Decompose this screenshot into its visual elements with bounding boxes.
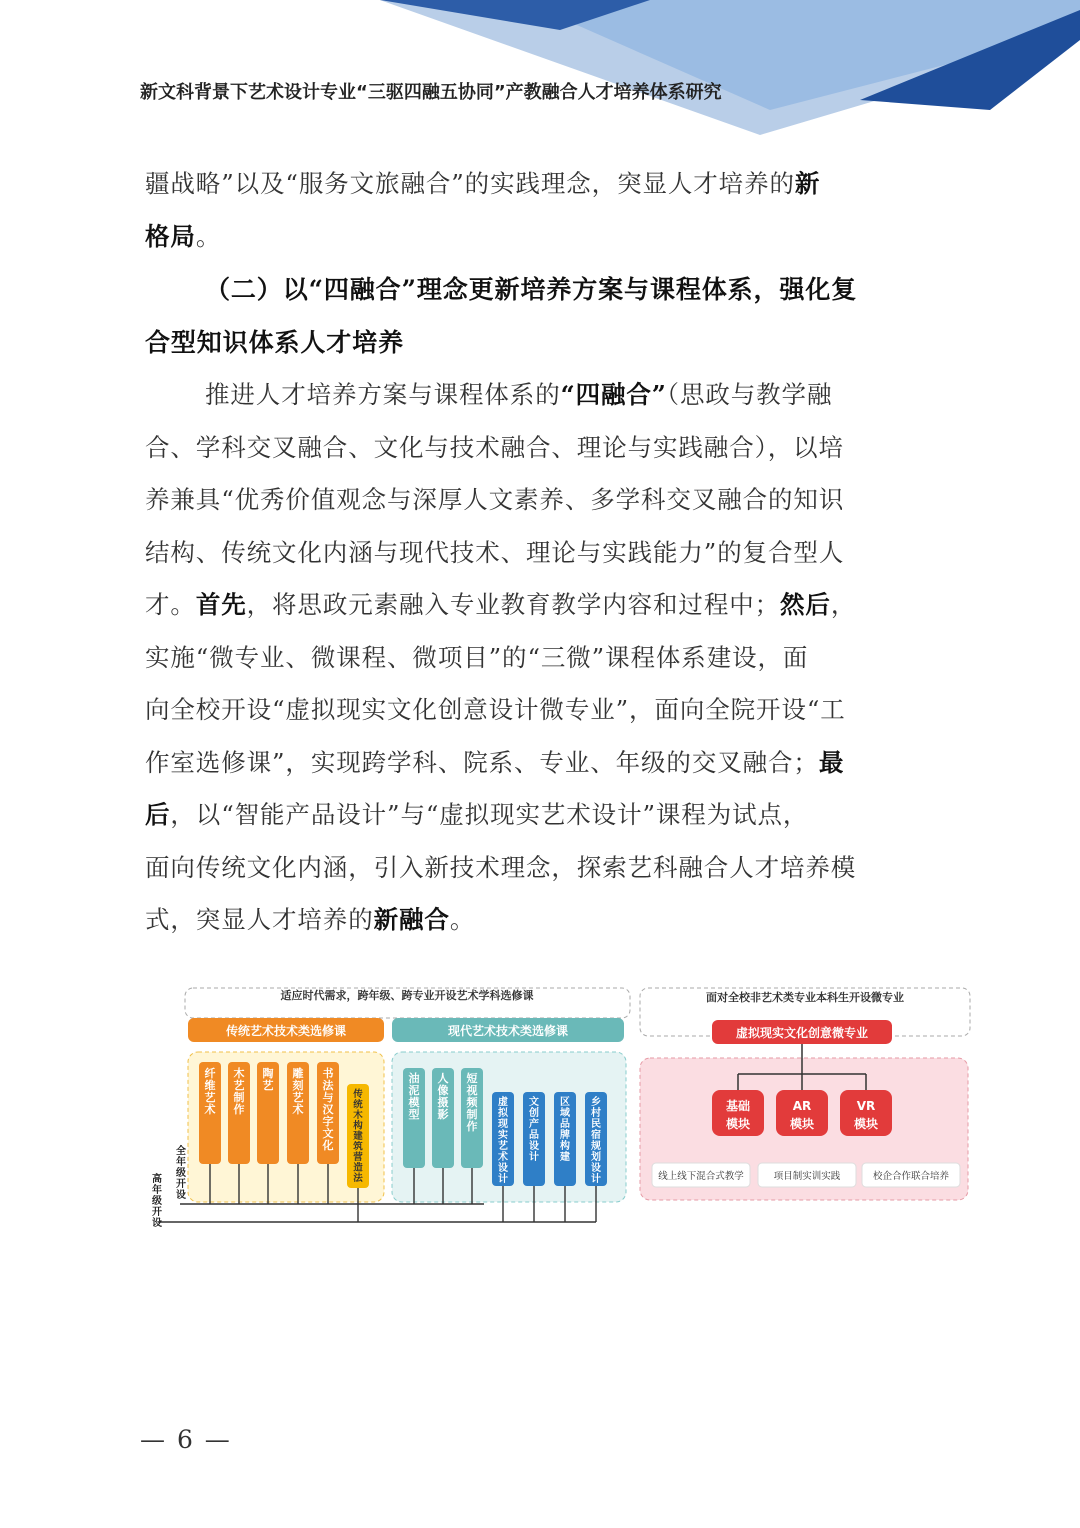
text-line: 疆战略”以及“服务文旅融合”的实践理念，突显人才培养的新: [145, 169, 821, 198]
course-label: 传统木构建筑营造法: [353, 1089, 363, 1184]
text-line: 作室选修课”，实现跨学科、院系、专业、年级的交叉融合；最: [145, 747, 845, 777]
senior-grades-label: [152, 1172, 162, 1229]
svg-text:全年级开设: 全年级开设: [176, 1146, 186, 1201]
section-heading: （二）以“四融合”理念更新培养方案与课程体系，强化复 合型知识体系人才培养: [145, 275, 858, 357]
practices: [652, 1163, 960, 1187]
course-label: 雕刻艺术: [292, 1067, 304, 1116]
text-line: 式，突显人才培养的新融合。: [145, 905, 476, 934]
course-label: 短视频制作: [466, 1072, 478, 1133]
svg-text:高年级开设: 高年级开设: [152, 1174, 162, 1229]
page-number: — 6 —: [140, 1425, 232, 1454]
module-label: 模块: [853, 1117, 879, 1131]
module-label: AR: [792, 1099, 812, 1113]
practice-label: 项目制实训实践: [773, 1171, 841, 1182]
modules: [712, 1090, 892, 1136]
text-line: 才。首先，将思政元素融入专业教育教学内容和过程中；然后，: [145, 590, 857, 619]
text-line: 后，以“智能产品设计”与“虚拟现实艺术设计”课程为试点，: [145, 800, 809, 829]
course-label: 乡村民宿规划设计: [591, 1097, 601, 1185]
header-banner: [0, 0, 1080, 140]
course-label: 陶艺: [262, 1067, 274, 1092]
text-line: 推进人才培养方案与课程体系的“四融合”（思政与教学融: [205, 380, 833, 409]
course-label: 油泥模型: [408, 1072, 420, 1121]
module-label: 模块: [725, 1117, 751, 1131]
traditional-title: 传统艺术技术类选修课: [225, 1024, 347, 1038]
course-system-diagram: [140, 980, 975, 1240]
course-label: 木艺制作: [233, 1067, 245, 1116]
paragraph-continuation: [145, 158, 957, 263]
text-line: 格局。: [145, 221, 222, 251]
module-label: VR: [856, 1099, 876, 1113]
micro-major-title: 虚拟现实文化创意微专业: [735, 1026, 869, 1040]
module-label: 基础: [725, 1099, 751, 1113]
practice-label: 校企合作联合培养: [872, 1171, 950, 1182]
course-label: 纤维艺术: [204, 1067, 216, 1116]
left-top-label: 适应时代需求，跨年级、跨专业开设艺术学科选修课: [280, 989, 534, 1002]
course-label: 书法与汉字文化: [322, 1067, 334, 1152]
running-title: 新文科背景下艺术设计专业“三驱四融五协同”产教融合人才培养体系研究: [140, 82, 722, 103]
modern-title: 现代艺术技术类选修课: [447, 1024, 569, 1038]
course-label: 文创产品设计: [529, 1097, 539, 1163]
main-paragraph: 推进人才培养方案与课程体系的“四融合”（思政与教学融 合、学科交叉融合、文化与技术融合、理论与实践融合），以培 养兼具“优秀价值观念与深厚人文素养、多学科交叉融合的知识 结构、传统文化内涵与现代技术、理论与实践能力”的复合型人 才。首先，将思政元素融入专业教育教学内容和过程中；然后， 实施“微专业、微课程、微项目”的“三微”课程体系建设，面 向全校开设“虚拟现实文化创意设计微专业”，面向全院开设“工 作室选修课”，实现跨学科、院系、专业、年级的交叉融合；最 后，以“智能产品设计”与“虚拟现实艺术设计”课程为试点， 面向传统文化内涵，引入新技术理念，探索艺科融合人才培养模 式，突显人才培养的新融合。: [145, 369, 957, 947]
module-label: 模块: [789, 1117, 815, 1131]
course-label: 虚拟现实艺术设计: [498, 1097, 508, 1185]
practice-label: 线上线下混合式教学: [658, 1171, 744, 1182]
right-top-label: 面对全校非艺术类专业本科生开设微专业: [706, 991, 904, 1004]
course-label: 人像摄影: [437, 1072, 449, 1121]
all-grades-label: [176, 1144, 186, 1201]
course-label: 区域品牌构建: [560, 1097, 570, 1163]
